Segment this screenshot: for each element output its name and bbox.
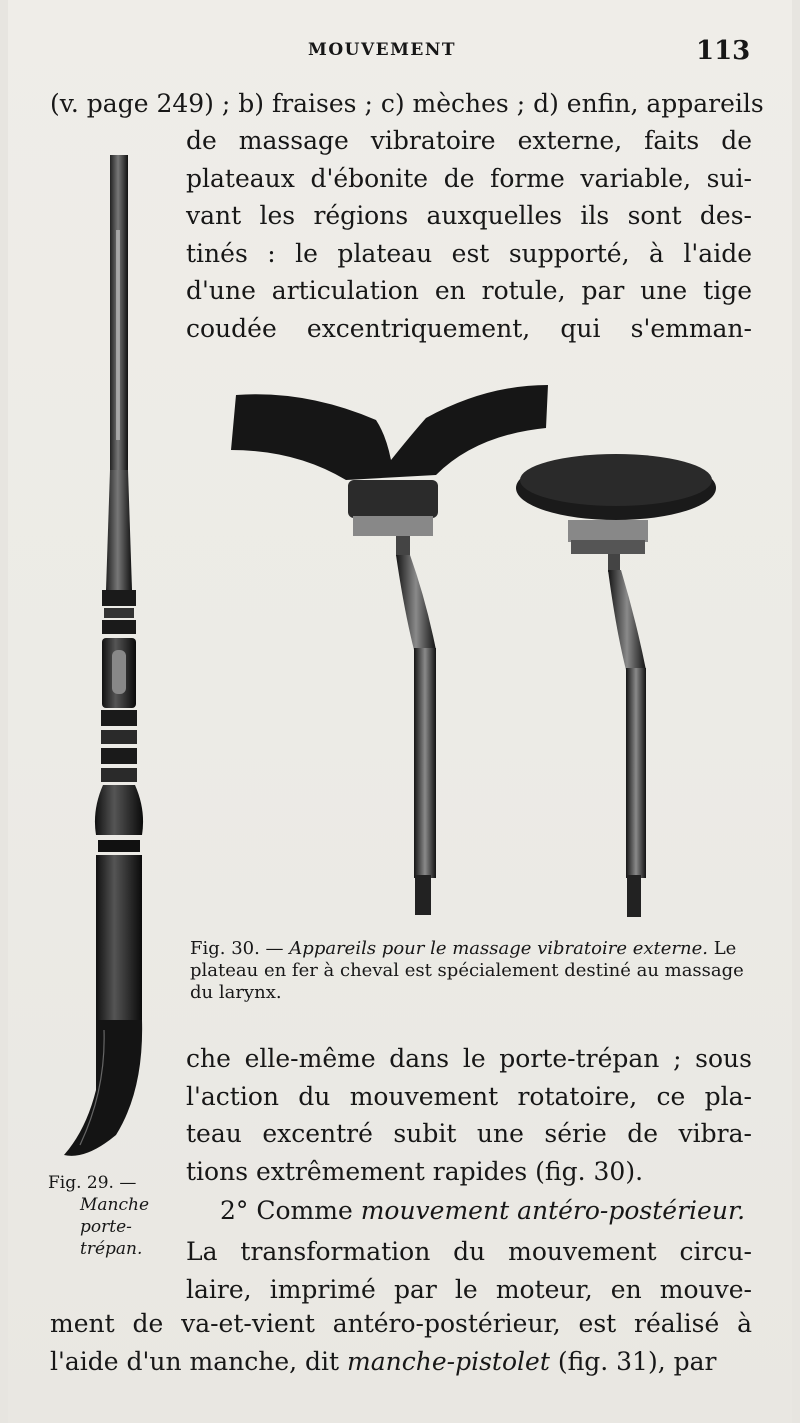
fig30-body: Le plateau en fer à cheval est spécialement destiné au massage du larynx. <box>190 938 744 1003</box>
text-line: tions extrêmement rapides (fig. 30). <box>186 1156 644 1186</box>
paragraph-first-line: (v. page 249) ; b) fraises ; c) mèches ; d) enfin, appareils <box>50 89 764 118</box>
text-line: plateaux d'ébonite de forme variable, sui- <box>186 163 752 193</box>
section-heading <box>220 1196 752 1225</box>
text-emphasis: manche-pistolet <box>347 1346 550 1376</box>
fig29-caption-line: porte- <box>80 1217 132 1237</box>
text-segment: (fig. 31), par <box>557 1346 717 1376</box>
fig30-label: Fig. 30. — <box>190 938 284 959</box>
fig29-label: Fig. 29. — <box>48 1173 137 1193</box>
paragraph-continued <box>186 1233 752 1308</box>
fig30-title: Appareils pour le massage vibratoire externe. <box>289 938 708 959</box>
fig29-caption <box>48 1172 188 1260</box>
text-line: de massage vibratoire externe, faits de <box>186 126 752 155</box>
section-intro: Comme <box>256 1196 353 1225</box>
section-title: mouvement antéro-postérieur. <box>360 1196 746 1225</box>
text-segment: l'aide d'un manche, dit <box>50 1346 340 1376</box>
horseshoe-plate <box>231 385 548 915</box>
fig29-caption-line: Manche <box>80 1195 150 1215</box>
text-line: teau excentré subit une série de vibra- <box>186 1119 752 1148</box>
section-number: 2° <box>220 1196 249 1225</box>
text-line: tinés : le plateau est supporté, à l'aide <box>186 238 752 268</box>
text-line: ment de va-et-vient antéro-postérieur, est réalisé à <box>50 1309 752 1338</box>
round-plate <box>516 454 716 917</box>
fig30-illustration <box>226 380 726 925</box>
fig29-illustration <box>46 150 196 1170</box>
text-line: l'action du mouvement rotatoire, ce pla- <box>186 1081 752 1111</box>
text-line: che elle-même dans le porte-trépan ; sous <box>186 1044 752 1073</box>
text-line: vant les régions auxquelles ils sont des- <box>186 201 752 230</box>
text-line: d'une articulation en rotule, par une tige <box>186 276 752 305</box>
text-line: La transformation du mouvement circu- <box>186 1237 752 1266</box>
text-line: laire, imprimé par le moteur, en mouve- <box>186 1274 752 1304</box>
page-number: 113 <box>696 36 751 66</box>
text-line <box>50 1343 752 1381</box>
running-head: MOUVEMENT <box>308 40 457 60</box>
text-line: coudée excentriquement, qui s'emman- <box>186 313 752 343</box>
page-header <box>8 38 792 68</box>
paragraph-bottom <box>50 1305 752 1380</box>
fig29-caption-line: trépan. <box>80 1239 143 1259</box>
paragraph-top <box>186 122 752 347</box>
book-page <box>8 0 792 1423</box>
paragraph-middle <box>186 1040 752 1190</box>
fig30-caption <box>190 938 750 1004</box>
